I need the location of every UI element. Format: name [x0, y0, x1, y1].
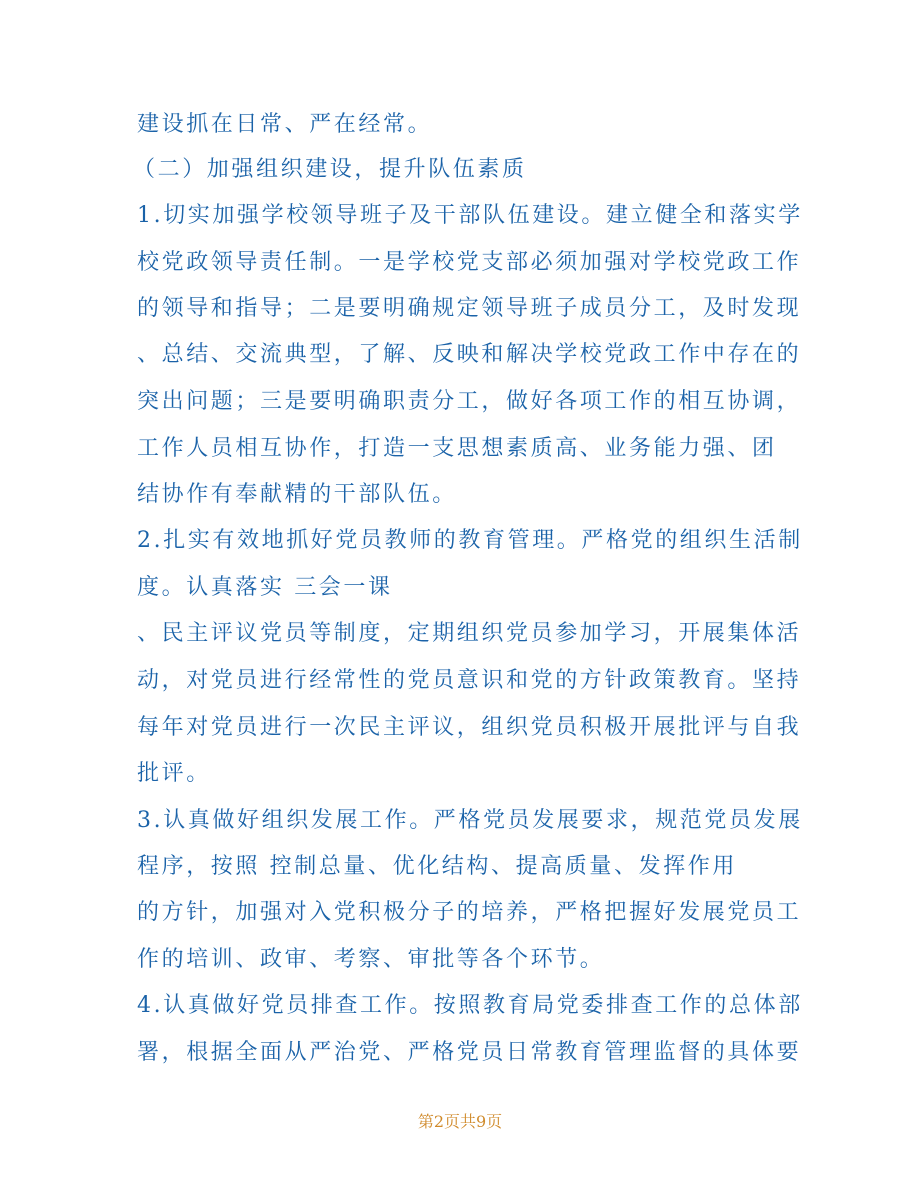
- page-number-footer: 第2页共9页: [417, 1112, 503, 1131]
- text-line: 3.认真做好组织发展工作。严格党员发展要求，规范党员发展: [137, 808, 803, 833]
- text-line: 、民主评议党员等制度，定期组织党员参加学习，开展集体活: [137, 621, 802, 646]
- text-line: 2.扎实有效地抓好党员教师的教育管理。严格党的组织生活制: [137, 528, 803, 553]
- text-line: 动，对党员进行经常性的党员意识和党的方针政策教育。坚持: [137, 668, 802, 693]
- text-line: 程序，按照 控制总量、优化结构、提高质量、发挥作用: [137, 854, 737, 879]
- text-line: 、总结、交流典型，了解、反映和解决学校党政工作中存在的: [137, 342, 802, 367]
- text-line: 度。认真落实 三会一课: [137, 575, 393, 600]
- section-heading: （二）加强组织建设，提升队伍素质: [133, 157, 527, 182]
- text-line: 校党政领导责任制。一是学校党支部必须加强对学校党政工作: [137, 250, 802, 275]
- text-line: 建设抓在日常、严在经常。: [137, 112, 433, 137]
- text-line: 4.认真做好党员排查工作。按照教育局党委排查工作的总体部: [137, 993, 803, 1018]
- text-line: 结协作有奉献精的干部队伍。: [137, 482, 457, 507]
- text-line: 署，根据全面从严治党、严格党员日常教育管理监督的具体要: [137, 1040, 802, 1065]
- text-line: 每年对党员进行一次民主评议，组织党员积极开展批评与自我: [137, 715, 802, 740]
- text-line: 作的培训、政审、考察、审批等各个环节。: [137, 947, 605, 972]
- text-line: 的领导和指导；二是要明确规定领导班子成员分工，及时发现: [137, 296, 802, 321]
- text-line: 批评。: [137, 761, 211, 786]
- text-line: 突出问题；三是要明确职责分工，做好各项工作的相互协调，: [137, 389, 802, 414]
- text-line: 的方针，加强对入党积极分子的培养，严格把握好发展党员工: [137, 900, 802, 925]
- text-line: 1.切实加强学校领导班子及干部队伍建设。建立健全和落实学: [137, 203, 803, 228]
- text-line: 工作人员相互协作，打造一支思想素质高、业务能力强、团: [137, 436, 777, 461]
